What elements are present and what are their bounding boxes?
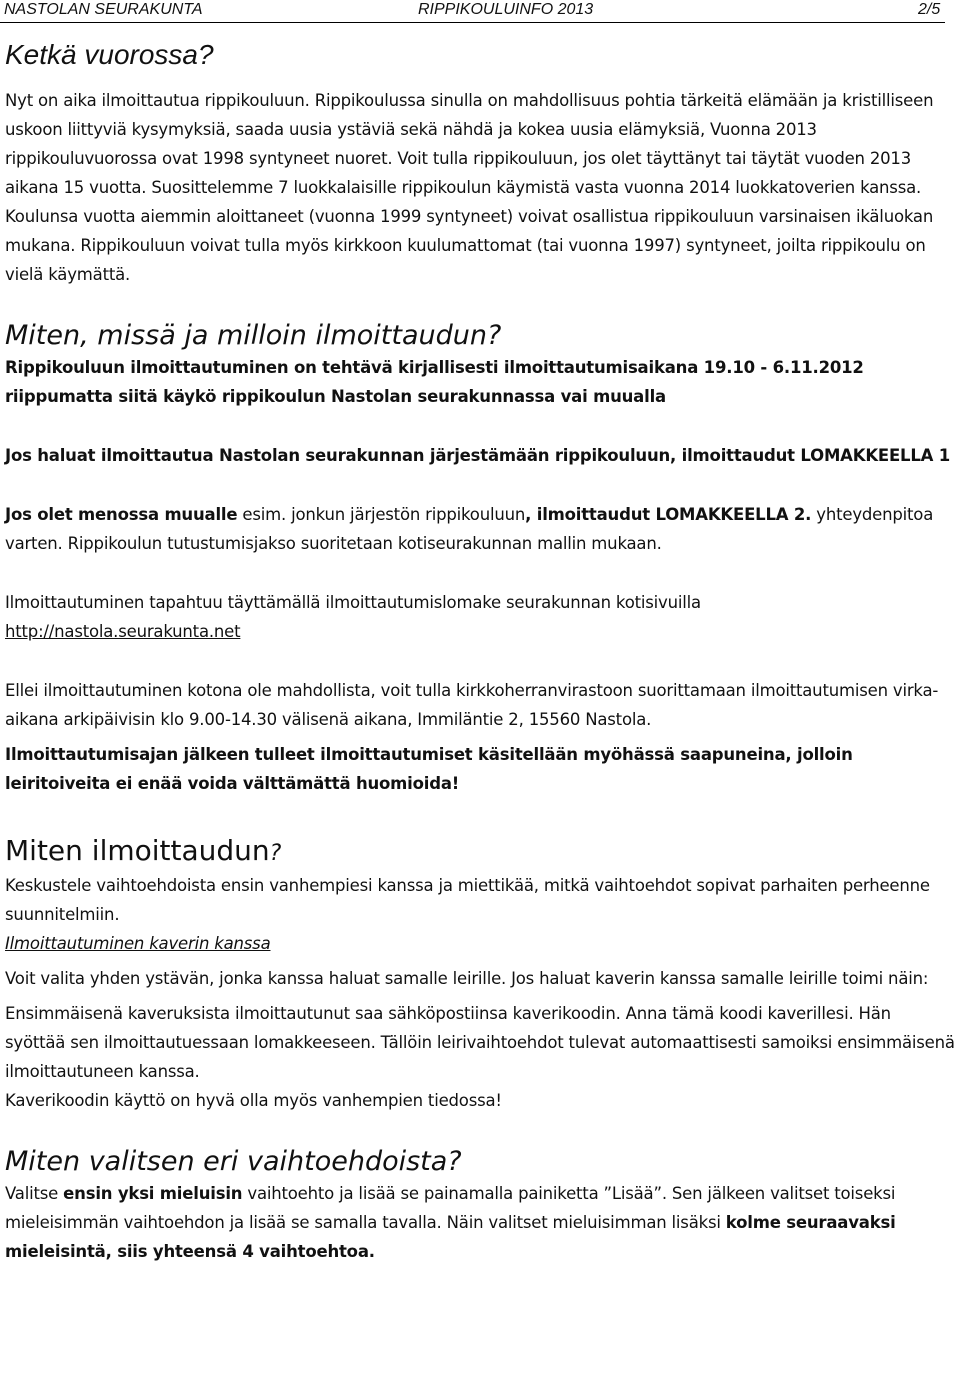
page-header bbox=[0, 0, 960, 24]
document-body bbox=[5, 38, 955, 1266]
paragraph-office-registration: Ellei ilmoittautuminen kotona ole mahdollista, voit tulla kirkkoherranvirastoon suorittamaan ilmoittautumisen virka-aikana arkipäivisin klo 9.00-14.30 välisenä aikana, Immiläntie 2, 15560 Nastola. bbox=[5, 681, 939, 729]
subheading-with-friend: Ilmoittautuminen kaverin kanssa bbox=[5, 934, 271, 953]
form-2-bold-a: Jos olet menossa muualle bbox=[5, 505, 238, 524]
paragraph-parents-note: Kaverikoodin käyttö on hyvä olla myös vanhempien tiedossa! bbox=[5, 1091, 502, 1110]
heading-how-where-when: Miten, missä ja milloin ilmoittaudun? bbox=[5, 320, 502, 351]
choose-bold-b: kolme seuraavaksi mieleisintä, siis yhteensä 4 vaihtoehtoa. bbox=[5, 1213, 896, 1261]
header-rule bbox=[0, 22, 945, 23]
paragraph-form-2 bbox=[5, 500, 955, 558]
paragraph-form-1: Jos haluat ilmoittautua Nastolan seurakunnan järjestämään rippikouluun, ilmoittaudut LOMAKKEELLA 1 bbox=[5, 446, 951, 465]
header-left: NASTOLAN SEURAKUNTA bbox=[4, 1, 203, 18]
heading-how-register bbox=[5, 834, 955, 871]
form-2-bold-b: , ilmoittaudut LOMAKKEELLA 2. bbox=[525, 505, 812, 524]
heading-choose-options: Miten valitsen eri vaihtoehdoista? bbox=[5, 1146, 462, 1177]
paragraph-eligibility: Koulunsa vuotta aiemmin aloittaneet (vuonna 1999 syntyneet) voivat osallistua rippikouluun varsinaisen ikäluokan mukana. Rippikouluun voivat tulla myös kirkkoon kuulumattomat (tai vuonna 1997) syntyneet, joilta rippikoulu on vielä käymättä. bbox=[5, 207, 934, 284]
choose-text-b: vaihtoehto ja lisää se painamalla painiketta ”Lisää”. Sen jälkeen valitset toiseksi mieleisimmän vaihtoehdon ja lisää se samalla tavalla. Näin valitset mieluisimman lisäksi bbox=[5, 1184, 896, 1232]
paragraph-discuss: Keskustele vaihtoehdoista ensin vanhempiesi kanssa ja miettikää, mitkä vaihtoehdot sopivat parhaiten perheenne suunnitelmiin. bbox=[5, 876, 930, 924]
choose-text-a: Valitse bbox=[5, 1184, 64, 1203]
heading-how-register-mark: ? bbox=[269, 841, 282, 866]
paragraph-late-registration: Ilmoittautumisajan jälkeen tulleet ilmoittautumiset käsitellään myöhässä saapuneina, jolloin leiritoiveita ei enää voida välttämättä huomioida! bbox=[5, 745, 853, 793]
heading-how-register-text: Miten ilmoittaudun bbox=[5, 834, 270, 867]
paragraph-online-registration: Ilmoittautuminen tapahtuu täyttämällä ilmoittautumislomake seurakunnan kotisivuilla bbox=[5, 593, 701, 612]
header-center: RIPPIKOULUINFO 2013 bbox=[418, 1, 594, 18]
paragraph-friend-code: Ensimmäisenä kaveruksista ilmoittautunut saa sähköpostiinsa kaverikoodin. Anna tämä koodi kaverillesi. Hän syöttää sen ilmoittautuessaan lomakkeeseen. Tällöin leirivaihtoehdot tulevat automaattisesti samoiksi ensimmäisenä ilmoittautuneen kanssa. bbox=[5, 1004, 955, 1081]
heading-who: Ketkä vuorossa? bbox=[5, 39, 214, 70]
website-link[interactable]: http://nastola.seurakunta.net bbox=[5, 622, 241, 641]
paragraph-choose-friend: Voit valita yhden ystävän, jonka kanssa haluat samalle leirille. Jos haluat kaverin kanssa samalle leirille toimi näin: bbox=[5, 969, 929, 988]
paragraph-registration-period: Rippikouluun ilmoittautuminen on tehtävä kirjallisesti ilmoittautumisaikana 19.10 - 6.11.2012 riippumatta siitä käykö rippikoulun Nastolan seurakunnassa vai muualla bbox=[5, 358, 864, 406]
page-number: 2/5 bbox=[918, 1, 941, 18]
paragraph-intro: Nyt on aika ilmoittautua rippikouluun. Rippikoulussa sinulla on mahdollisuus pohtia tärkeitä elämään ja kristilliseen uskoon liittyviä kysymyksiä, saada uusia ystäviä sekä nähdä ja kokea uusia elämyksiä, Vuonna 2013 rippikouluvuorossa ovat 1998 syntyneet nuoret. Voit tulla rippikouluun, jos olet täyttänyt tai täytät vuoden 2013 aikana 15 vuotta. Suosittelemme 7 luokkalaisille rippikoulun käymistä vasta vuonna 2014 luokkatoverien kanssa. bbox=[5, 91, 934, 197]
choose-bold-a: ensin yksi mieluisin bbox=[63, 1184, 243, 1203]
paragraph-choose-options bbox=[5, 1179, 955, 1266]
form-2-text-b: yhteydenpitoa varten. Rippikoulun tutustumisjakso suoritetaan kotiseurakunnan mallin mukaan. bbox=[5, 505, 934, 553]
form-2-text-a: esim. jonkun järjestön rippikouluun bbox=[237, 505, 526, 524]
